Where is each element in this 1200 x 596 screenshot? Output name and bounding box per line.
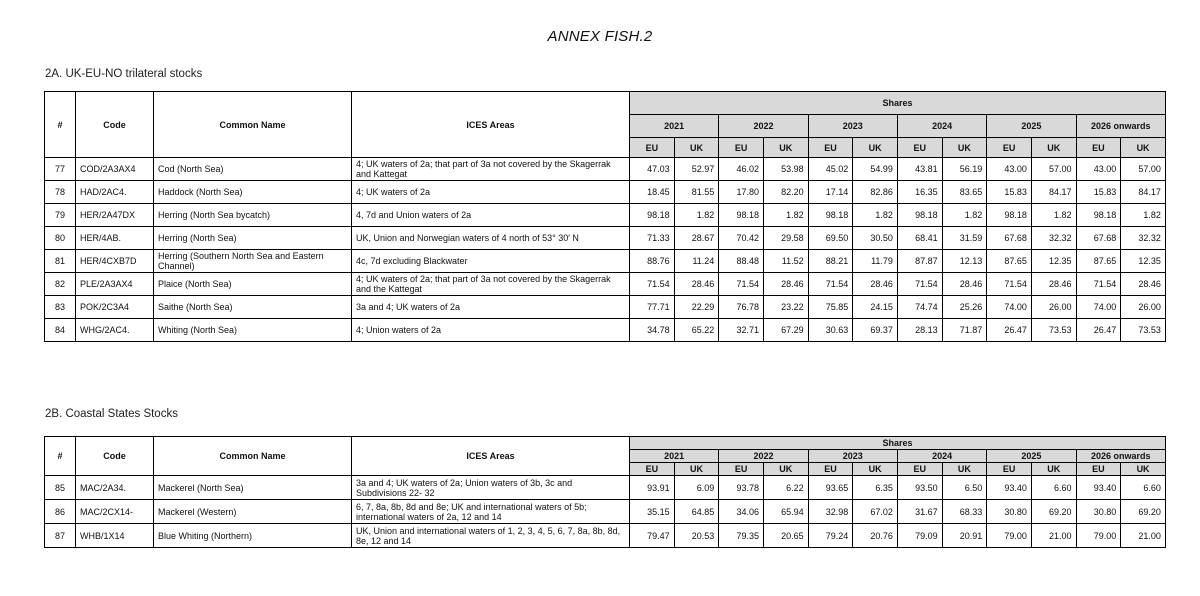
- col-header-eu: EU: [630, 138, 675, 158]
- cell-common-name: Blue Whiting (Northern): [154, 524, 352, 548]
- col-header-uk: UK: [1031, 138, 1076, 158]
- cell-share-eu: 32.71: [719, 319, 764, 342]
- cell-share-uk: 69.20: [1031, 500, 1076, 524]
- cell-share-eu: 98.18: [1076, 204, 1121, 227]
- cell-share-eu: 77.71: [630, 296, 675, 319]
- cell-index: 83: [45, 296, 76, 319]
- cell-share-eu: 74.74: [897, 296, 942, 319]
- cell-share-uk: 6.60: [1121, 476, 1166, 500]
- cell-share-uk: 1.82: [674, 204, 719, 227]
- col-header-eu: EU: [719, 138, 764, 158]
- cell-share-eu: 32.98: [808, 500, 853, 524]
- cell-share-eu: 71.33: [630, 227, 675, 250]
- table-row: [45, 296, 1166, 319]
- cell-share-uk: 28.46: [674, 273, 719, 296]
- cell-share-eu: 79.24: [808, 524, 853, 548]
- cell-share-eu: 47.03: [630, 158, 675, 181]
- cell-share-eu: 98.18: [808, 204, 853, 227]
- cell-share-uk: 12.13: [942, 250, 987, 273]
- cell-share-eu: 79.09: [897, 524, 942, 548]
- cell-common-name: Plaice (North Sea): [154, 273, 352, 296]
- col-header-year: 2024: [897, 115, 986, 138]
- cell-share-uk: 21.00: [1031, 524, 1076, 548]
- col-header-uk: UK: [853, 138, 898, 158]
- cell-share-eu: 71.54: [1076, 273, 1121, 296]
- cell-share-uk: 69.37: [853, 319, 898, 342]
- col-header-uk: UK: [1121, 463, 1166, 476]
- col-header-eu: EU: [1076, 138, 1121, 158]
- cell-share-eu: 98.18: [630, 204, 675, 227]
- cell-share-eu: 30.80: [987, 500, 1032, 524]
- col-header-eu: EU: [897, 138, 942, 158]
- cell-common-name: Cod (North Sea): [154, 158, 352, 181]
- cell-share-eu: 93.78: [719, 476, 764, 500]
- cell-share-uk: 57.00: [1121, 158, 1166, 181]
- col-header-year: 2021: [630, 115, 719, 138]
- cell-share-eu: 79.00: [1076, 524, 1121, 548]
- cell-share-uk: 11.52: [763, 250, 808, 273]
- cell-share-eu: 79.35: [719, 524, 764, 548]
- col-header-year: 2026 onwards: [1076, 450, 1165, 463]
- cell-ices-areas: UK, Union and Norwegian waters of 4 north of 53° 30′ N: [352, 227, 630, 250]
- cell-share-uk: 67.02: [853, 500, 898, 524]
- cell-share-eu: 87.65: [987, 250, 1032, 273]
- cell-share-uk: 54.99: [853, 158, 898, 181]
- col-header-year: 2022: [719, 115, 808, 138]
- cell-share-eu: 67.68: [1076, 227, 1121, 250]
- col-header-year: 2021: [630, 450, 719, 463]
- cell-ices-areas: 4; UK waters of 2a; that part of 3a not covered by the Skagerrak and Kattegat: [352, 158, 630, 181]
- cell-share-eu: 71.54: [987, 273, 1032, 296]
- cell-share-uk: 67.29: [763, 319, 808, 342]
- cell-ices-areas: 4, 7d and Union waters of 2a: [352, 204, 630, 227]
- col-header-common-name: Common Name: [154, 437, 352, 476]
- cell-share-eu: 43.00: [987, 158, 1032, 181]
- col-header-uk: UK: [1121, 138, 1166, 158]
- cell-share-uk: 83.65: [942, 181, 987, 204]
- col-header-uk: UK: [674, 463, 719, 476]
- cell-index: 80: [45, 227, 76, 250]
- cell-share-eu: 15.83: [987, 181, 1032, 204]
- col-header-year: 2025: [987, 115, 1076, 138]
- cell-code: COD/2A3AX4: [76, 158, 154, 181]
- cell-share-uk: 20.76: [853, 524, 898, 548]
- cell-share-eu: 76.78: [719, 296, 764, 319]
- cell-share-uk: 1.82: [1121, 204, 1166, 227]
- col-header-uk: UK: [853, 463, 898, 476]
- cell-share-uk: 11.24: [674, 250, 719, 273]
- cell-ices-areas: 4; Union waters of 2a: [352, 319, 630, 342]
- cell-share-uk: 6.09: [674, 476, 719, 500]
- table-2a-trilateral-stocks: [44, 91, 1166, 342]
- cell-share-eu: 17.80: [719, 181, 764, 204]
- cell-share-uk: 71.87: [942, 319, 987, 342]
- cell-share-eu: 34.06: [719, 500, 764, 524]
- cell-share-uk: 65.22: [674, 319, 719, 342]
- cell-share-eu: 17.14: [808, 181, 853, 204]
- cell-index: 79: [45, 204, 76, 227]
- cell-share-uk: 84.17: [1121, 181, 1166, 204]
- cell-share-eu: 93.50: [897, 476, 942, 500]
- col-header-eu: EU: [987, 138, 1032, 158]
- cell-ices-areas: UK, Union and international waters of 1, 2, 3, 4, 5, 6, 7, 8a, 8b, 8d, 8e, 12 and 14: [352, 524, 630, 548]
- cell-share-eu: 34.78: [630, 319, 675, 342]
- cell-share-eu: 18.45: [630, 181, 675, 204]
- cell-share-eu: 93.40: [987, 476, 1032, 500]
- cell-common-name: Herring (North Sea): [154, 227, 352, 250]
- cell-share-uk: 20.91: [942, 524, 987, 548]
- cell-share-uk: 26.00: [1031, 296, 1076, 319]
- cell-code: WHG/2AC4.: [76, 319, 154, 342]
- section-heading-2a: 2A. UK-EU-NO trilateral stocks: [45, 68, 203, 80]
- cell-share-uk: 56.19: [942, 158, 987, 181]
- col-header-ices-areas: ICES Areas: [352, 92, 630, 158]
- col-header-common-name: Common Name: [154, 92, 352, 158]
- col-header-uk: UK: [1031, 463, 1076, 476]
- cell-share-uk: 6.35: [853, 476, 898, 500]
- cell-share-uk: 11.79: [853, 250, 898, 273]
- cell-share-eu: 88.21: [808, 250, 853, 273]
- cell-share-uk: 20.65: [763, 524, 808, 548]
- cell-share-uk: 28.46: [1031, 273, 1076, 296]
- col-header-eu: EU: [987, 463, 1032, 476]
- cell-share-uk: 64.85: [674, 500, 719, 524]
- cell-share-eu: 87.87: [897, 250, 942, 273]
- cell-ices-areas: 4; UK waters of 2a; that part of 3a not covered by the Skagerrak and the Kattegat: [352, 273, 630, 296]
- cell-common-name: Mackerel (Western): [154, 500, 352, 524]
- col-header-year: 2026 onwards: [1076, 115, 1165, 138]
- cell-share-uk: 84.17: [1031, 181, 1076, 204]
- cell-share-eu: 71.54: [630, 273, 675, 296]
- cell-share-uk: 20.53: [674, 524, 719, 548]
- col-header-year: 2023: [808, 115, 897, 138]
- cell-share-eu: 69.50: [808, 227, 853, 250]
- cell-share-eu: 93.40: [1076, 476, 1121, 500]
- table-row: [45, 273, 1166, 296]
- cell-share-eu: 26.47: [1076, 319, 1121, 342]
- cell-share-uk: 28.46: [942, 273, 987, 296]
- col-header-code: Code: [76, 92, 154, 158]
- table-row: [45, 204, 1166, 227]
- cell-share-uk: 29.58: [763, 227, 808, 250]
- cell-share-eu: 31.67: [897, 500, 942, 524]
- cell-share-eu: 45.02: [808, 158, 853, 181]
- cell-index: 78: [45, 181, 76, 204]
- cell-index: 87: [45, 524, 76, 548]
- cell-share-eu: 98.18: [897, 204, 942, 227]
- cell-share-eu: 30.80: [1076, 500, 1121, 524]
- cell-share-uk: 30.50: [853, 227, 898, 250]
- table-row: [45, 524, 1166, 548]
- cell-code: HER/2A47DX: [76, 204, 154, 227]
- cell-index: 77: [45, 158, 76, 181]
- cell-share-uk: 25.26: [942, 296, 987, 319]
- cell-ices-areas: 3a and 4; UK waters of 2a; Union waters of 3b, 3c and Subdivisions 22- 32: [352, 476, 630, 500]
- cell-share-eu: 30.63: [808, 319, 853, 342]
- col-header-eu: EU: [897, 463, 942, 476]
- cell-common-name: Whiting (North Sea): [154, 319, 352, 342]
- cell-share-eu: 98.18: [719, 204, 764, 227]
- table-row: [45, 250, 1166, 273]
- cell-share-uk: 6.50: [942, 476, 987, 500]
- cell-share-eu: 93.91: [630, 476, 675, 500]
- cell-share-uk: 6.60: [1031, 476, 1076, 500]
- cell-code: POK/2C3A4: [76, 296, 154, 319]
- col-header-eu: EU: [808, 463, 853, 476]
- cell-share-uk: 81.55: [674, 181, 719, 204]
- cell-share-uk: 23.22: [763, 296, 808, 319]
- cell-share-uk: 12.35: [1121, 250, 1166, 273]
- cell-share-eu: 43.00: [1076, 158, 1121, 181]
- cell-index: 84: [45, 319, 76, 342]
- cell-common-name: Haddock (North Sea): [154, 181, 352, 204]
- cell-code: PLE/2A3AX4: [76, 273, 154, 296]
- cell-share-eu: 35.15: [630, 500, 675, 524]
- cell-common-name: Saithe (North Sea): [154, 296, 352, 319]
- cell-share-uk: 53.98: [763, 158, 808, 181]
- cell-index: 82: [45, 273, 76, 296]
- cell-share-eu: 68.41: [897, 227, 942, 250]
- col-header-ices-areas: ICES Areas: [352, 437, 630, 476]
- cell-share-uk: 68.33: [942, 500, 987, 524]
- col-header-index: #: [45, 437, 76, 476]
- table-row: [45, 476, 1166, 500]
- cell-share-uk: 28.46: [853, 273, 898, 296]
- table-row: [45, 158, 1166, 181]
- cell-code: MAC/2CX14-: [76, 500, 154, 524]
- cell-share-eu: 75.85: [808, 296, 853, 319]
- col-header-year: 2024: [897, 450, 986, 463]
- cell-ices-areas: 6, 7, 8a, 8b, 8d and 8e; UK and international waters of 5b; international waters of 2a, 12 and 14: [352, 500, 630, 524]
- cell-code: MAC/2A34.: [76, 476, 154, 500]
- cell-code: WHB/1X14: [76, 524, 154, 548]
- cell-share-eu: 74.00: [1076, 296, 1121, 319]
- cell-share-eu: 93.65: [808, 476, 853, 500]
- cell-index: 85: [45, 476, 76, 500]
- col-header-eu: EU: [630, 463, 675, 476]
- cell-common-name: Herring (North Sea bycatch): [154, 204, 352, 227]
- cell-ices-areas: 3a and 4; UK waters of 2a: [352, 296, 630, 319]
- table-row: [45, 319, 1166, 342]
- table-2b-coastal-states-stocks: [44, 436, 1166, 548]
- col-header-uk: UK: [942, 463, 987, 476]
- cell-share-uk: 82.86: [853, 181, 898, 204]
- cell-share-eu: 28.13: [897, 319, 942, 342]
- col-header-uk: UK: [674, 138, 719, 158]
- cell-share-eu: 87.65: [1076, 250, 1121, 273]
- col-header-year: 2023: [808, 450, 897, 463]
- cell-share-uk: 57.00: [1031, 158, 1076, 181]
- cell-share-eu: 88.48: [719, 250, 764, 273]
- cell-code: HER/4AB.: [76, 227, 154, 250]
- cell-code: HER/4CXB7D: [76, 250, 154, 273]
- cell-index: 86: [45, 500, 76, 524]
- cell-share-eu: 71.54: [808, 273, 853, 296]
- section-heading-2b: 2B. Coastal States Stocks: [45, 408, 178, 420]
- cell-share-uk: 6.22: [763, 476, 808, 500]
- cell-share-uk: 12.35: [1031, 250, 1076, 273]
- table-row: [45, 181, 1166, 204]
- table-header: [45, 437, 1166, 476]
- cell-ices-areas: 4; UK waters of 2a: [352, 181, 630, 204]
- cell-share-uk: 24.15: [853, 296, 898, 319]
- col-header-uk: UK: [763, 463, 808, 476]
- cell-code: HAD/2AC4.: [76, 181, 154, 204]
- cell-share-uk: 1.82: [942, 204, 987, 227]
- cell-share-eu: 26.47: [987, 319, 1032, 342]
- cell-share-uk: 28.46: [1121, 273, 1166, 296]
- cell-share-uk: 22.29: [674, 296, 719, 319]
- cell-share-uk: 73.53: [1031, 319, 1076, 342]
- cell-share-eu: 67.68: [987, 227, 1032, 250]
- col-header-index: #: [45, 92, 76, 158]
- cell-share-uk: 1.82: [763, 204, 808, 227]
- cell-share-eu: 98.18: [987, 204, 1032, 227]
- col-header-code: Code: [76, 437, 154, 476]
- cell-share-uk: 65.94: [763, 500, 808, 524]
- cell-share-eu: 70.42: [719, 227, 764, 250]
- cell-index: 81: [45, 250, 76, 273]
- cell-share-uk: 31.59: [942, 227, 987, 250]
- cell-share-uk: 69.20: [1121, 500, 1166, 524]
- cell-share-uk: 21.00: [1121, 524, 1166, 548]
- cell-share-eu: 15.83: [1076, 181, 1121, 204]
- cell-share-eu: 71.54: [719, 273, 764, 296]
- cell-ices-areas: 4c, 7d excluding Blackwater: [352, 250, 630, 273]
- cell-share-uk: 73.53: [1121, 319, 1166, 342]
- cell-share-eu: 71.54: [897, 273, 942, 296]
- cell-share-eu: 74.00: [987, 296, 1032, 319]
- cell-share-eu: 79.00: [987, 524, 1032, 548]
- cell-share-eu: 43.81: [897, 158, 942, 181]
- col-header-eu: EU: [808, 138, 853, 158]
- cell-share-uk: 32.32: [1031, 227, 1076, 250]
- col-header-shares: Shares: [630, 92, 1166, 115]
- cell-common-name: Herring (Southern North Sea and Eastern Channel): [154, 250, 352, 273]
- col-header-uk: UK: [942, 138, 987, 158]
- table-row: [45, 500, 1166, 524]
- cell-share-uk: 26.00: [1121, 296, 1166, 319]
- col-header-eu: EU: [1076, 463, 1121, 476]
- cell-common-name: Mackerel (North Sea): [154, 476, 352, 500]
- cell-share-eu: 16.35: [897, 181, 942, 204]
- cell-share-uk: 28.46: [763, 273, 808, 296]
- col-header-eu: EU: [719, 463, 764, 476]
- cell-share-eu: 46.02: [719, 158, 764, 181]
- cell-share-uk: 82.20: [763, 181, 808, 204]
- cell-share-uk: 1.82: [853, 204, 898, 227]
- cell-share-eu: 88.76: [630, 250, 675, 273]
- table-row: [45, 227, 1166, 250]
- col-header-shares: Shares: [630, 437, 1166, 450]
- cell-share-uk: 1.82: [1031, 204, 1076, 227]
- cell-share-uk: 32.32: [1121, 227, 1166, 250]
- page-title: ANNEX FISH.2: [547, 28, 653, 45]
- col-header-uk: UK: [763, 138, 808, 158]
- table-header: [45, 92, 1166, 158]
- cell-share-eu: 79.47: [630, 524, 675, 548]
- cell-share-uk: 28.67: [674, 227, 719, 250]
- cell-share-uk: 52.97: [674, 158, 719, 181]
- col-header-year: 2022: [719, 450, 808, 463]
- col-header-year: 2025: [987, 450, 1076, 463]
